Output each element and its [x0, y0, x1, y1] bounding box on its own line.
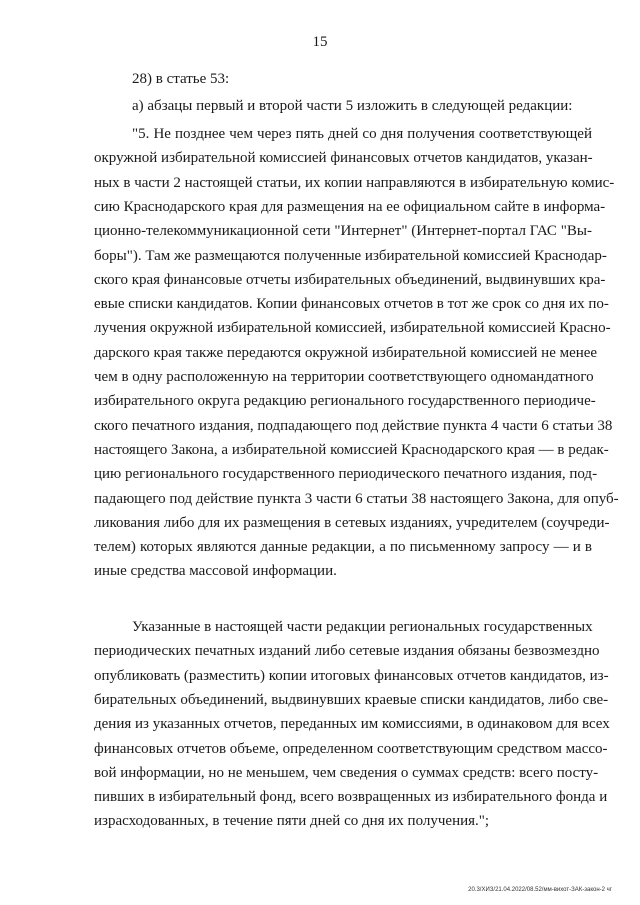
item-28-text: 28) в статье 53:	[132, 71, 230, 87]
text-line: Указанные в настоящей части редакции региональных государственных	[132, 619, 593, 635]
text-line: дения из указанных отчетов, переданных им комиссиями, в одинаковом для всех	[94, 716, 610, 733]
text-line: избирательного округа редакцию регионального государственного периодиче-	[94, 393, 596, 410]
page-number: 15	[312, 34, 328, 50]
text-line: ционно-телекоммуникационной сети "Интернет" (Интернет-портал ГАС "Вы-	[94, 223, 592, 240]
text-line: опубликовать (разместить) копии итоговых финансовых отчетов кандидатов, из-	[94, 667, 609, 684]
text-line: бирательных объединений, выдвинувших краевые списки кандидатов, либо све-	[94, 691, 609, 708]
text-line: ных в части 2 настоящей статьи, их копии направляются в избирательную комис-	[94, 174, 615, 191]
text-line: падающего под действие пункта 3 части 6 статьи 38 настоящего Закона, для опуб-	[94, 490, 619, 507]
text-line: периодических печатных изданий либо сетевые издания обязаны безвозмездно	[94, 643, 600, 660]
text-line: цию регионального государственного периодического печатного издания, под-	[94, 466, 598, 483]
text-line: "5. Не позднее чем через пять дней со дня получения соответствующей	[132, 126, 592, 142]
text-line: лучения окружной избирательной комиссией, избирательной комиссией Красно-	[94, 320, 611, 337]
text-line: иные средства массовой информации.	[94, 563, 337, 580]
text-line: пивших в избирательный фонд, всего возвращенных из избирательного фонда и	[94, 789, 608, 806]
text-line: окружной избирательной комиссией финансовых отчетов кандидатов, указан-	[94, 150, 593, 167]
text-line: израсходованных, в течение пяти дней со дня их получения.";	[94, 813, 490, 830]
paragraph-amendment-1	[94, 125, 619, 585]
text-line: дарского края также передаются окружной избирательной комиссией не менее	[94, 344, 598, 361]
text-line: евые списки кандидатов. Копии финансовых отчетов в тот же срок со дня их по-	[94, 296, 609, 313]
paragraph-amendment-2	[94, 618, 610, 838]
text-line: боры"). Там же размещаются полученные избирательной комиссией Краснодар-	[94, 247, 607, 264]
text-line: ского печатного издания, подпадающего под действие пункта 4 части 6 статьи 38	[94, 417, 613, 434]
item-a-text: а) абзацы первый и второй части 5 изложить в следующей редакции:	[132, 98, 573, 114]
text-line: чем в одну расположенную на территории соответствующего одномандатного	[94, 369, 594, 385]
text-line: сию Краснодарского края для размещения на ее официальном сайте в информа-	[94, 198, 606, 215]
document-footer: 20.3/ХИЗ/21.04.2022/08.52/мм-вихот-ЗАК-закон-2 чг	[468, 887, 612, 893]
text-line: ского края финансовые отчеты избирательных объединений, выдвинувших кра-	[94, 271, 606, 288]
text-line: ликования либо для их размещения в сетевых изданиях, учредителем (соучреди-	[94, 514, 610, 531]
text-line: финансовых отчетов объеме, определенном соответствующим средством массо-	[94, 740, 608, 757]
text-line: вой информации, но не меньшем, чем сведения о суммах средств: всего посту-	[94, 764, 599, 781]
text-line: настоящего Закона, а избирательной комиссией Краснодарского края — в редак-	[94, 441, 609, 458]
text-line: телем) которых являются данные редакции, а по письменному запросу — и в	[94, 539, 592, 556]
